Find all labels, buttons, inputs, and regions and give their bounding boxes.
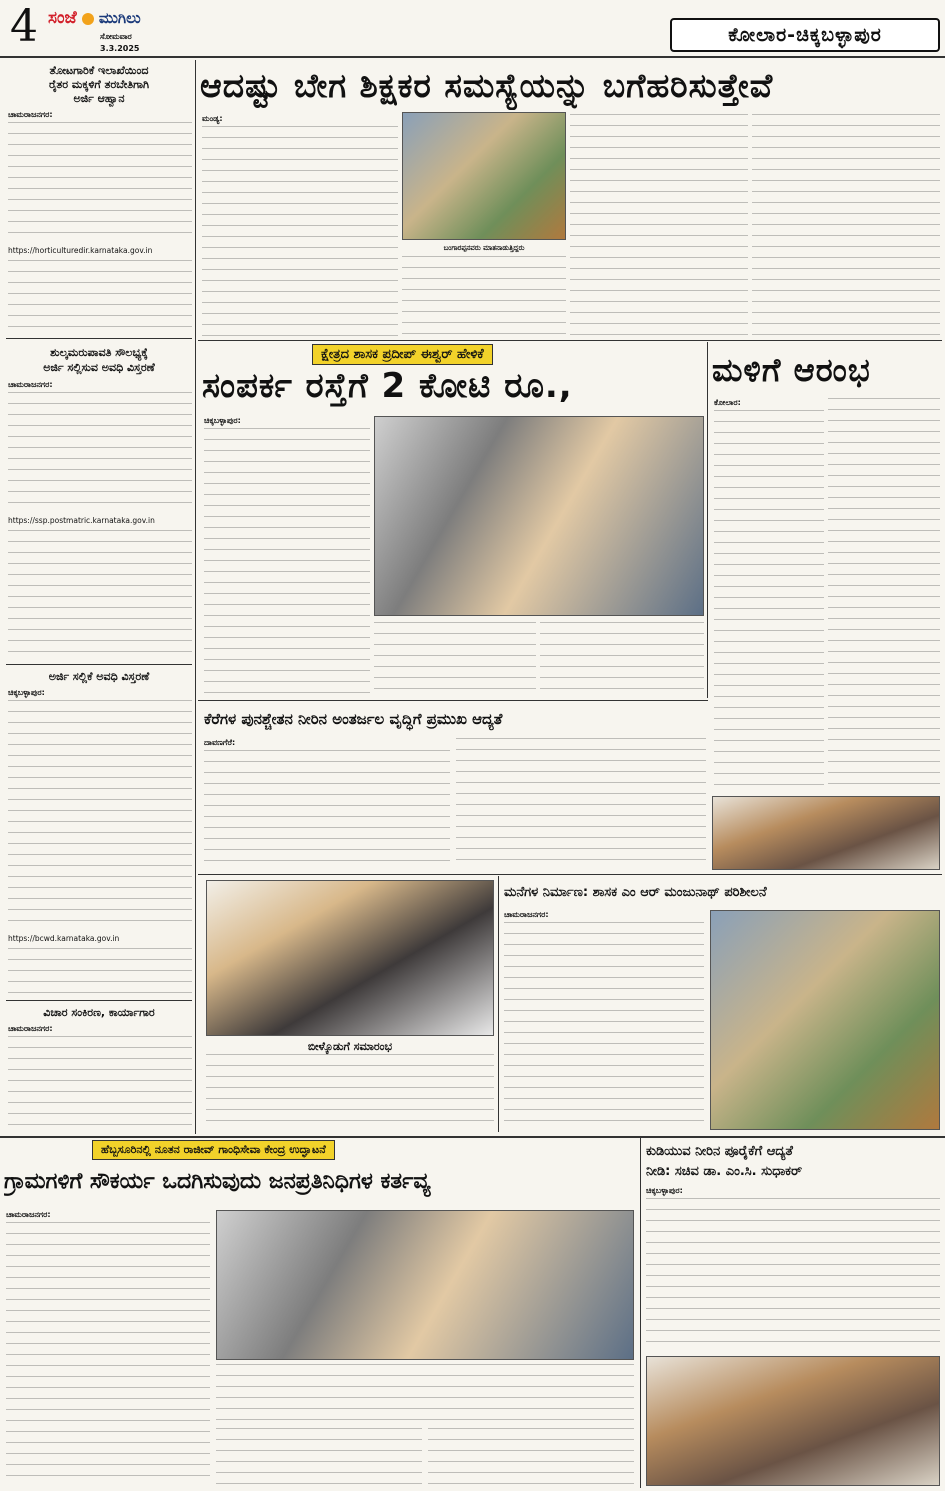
- houses-dateline: ಚಾಮರಾಜನಗರ:: [504, 910, 549, 919]
- sidebar-divider-3: [6, 1000, 192, 1001]
- sidebar: [2, 60, 196, 1134]
- road-body-col3: [540, 622, 704, 696]
- rain-body-col1: [714, 410, 824, 790]
- sidebar-item-1-headline-1: ತೋಟಗಾರಿಕೆ ಇಲಾಖೆಯಿಂದ: [49, 64, 149, 77]
- road-dateline: ಚಿಕ್ಕಬಳ್ಳಾಪುರ:: [204, 416, 241, 425]
- paper-name-part2: ಮುಗಿಲು: [98, 9, 141, 27]
- teachers-dateline: ಮಂಡ್ಯ:: [202, 114, 223, 123]
- sidebar-item-4-headline-1: ವಿಚಾರ ಸಂಕಿರಣ, ಕಾರ್ಯಾಗಾರ: [43, 1006, 155, 1019]
- sidebar-item-2-body-2: [8, 530, 192, 658]
- rain-headline: ಮಳಿಗೆ ಆರಂಭ: [712, 351, 871, 389]
- road-body-col2: [374, 622, 536, 696]
- teachers-body-col1: [202, 126, 398, 336]
- sidebar-item-3-body: [8, 700, 192, 930]
- farewell-title: ಬೀಳ್ಕೊಡುಗೆ ಸಮಾರಂಭ: [307, 1040, 393, 1053]
- sidebar-item-3-dateline: ಚಿಕ್ಕಬಳ್ಳಾಪುರ:: [8, 688, 45, 697]
- lakes-body-col1: [204, 750, 450, 866]
- sun-icon: [82, 13, 94, 25]
- sidebar-item-3-body-2: [8, 948, 192, 994]
- region-banner: [670, 18, 940, 52]
- villages-headline: ಗ್ರಾಮಗಳಿಗೆ ಸೌಕರ್ಯ ಒದಗಿಸುವುದು ಜನಪ್ರತಿನಿಧಿಗಳ ಕರ್ತವ್ಯ: [4, 1169, 431, 1194]
- sidebar-divider-1: [6, 338, 192, 339]
- teachers-divider: [198, 340, 942, 341]
- road-headline: ಸಂಪರ್ಕ ರಸ್ತೆಗೆ 2 ಕೋಟಿ ರೂ.,: [202, 366, 573, 406]
- sidebar-item-2-dateline: ಚಾಮರಾಜನಗರ:: [8, 380, 53, 389]
- sidebar-item-2-headline-2: ಅರ್ಜಿ ಸಲ್ಲಿಸುವ ಅವಧಿ ವಿಸ್ತರಣೆ: [43, 361, 155, 374]
- villages-body-col1: [6, 1222, 210, 1484]
- road-rain-divider: [707, 342, 708, 698]
- houses-body: [504, 922, 704, 1130]
- water-body: [646, 1198, 940, 1350]
- teachers-body-col4: [752, 114, 940, 336]
- sidebar-item-2-headline-1: ಶುಲ್ಕಮರುಪಾವತಿ ಸೌಲಭ್ಯಕ್ಕೆ: [50, 346, 148, 359]
- sidebar-divider-2: [6, 664, 192, 665]
- villages-body-col2: [216, 1428, 422, 1484]
- teachers-body-col3: [570, 114, 748, 336]
- farewell-caption: [206, 1054, 494, 1130]
- villages-body-col3: [428, 1428, 634, 1484]
- road-body-col1: [204, 428, 370, 696]
- teachers-photo-caption: ಬಂಗಾರಪ್ಪನವರು ಮಾತನಾಡುತ್ತಿದ್ದರು: [443, 244, 525, 252]
- paper-logo: [48, 8, 198, 32]
- sidebar-item-4-dateline: ಚಾಮರಾಜನಗರ:: [8, 1024, 53, 1033]
- rain-dateline: ಕೋಲಾರ:: [714, 398, 741, 407]
- page-number: 4: [10, 1, 38, 52]
- sidebar-item-1-headline-3: ಅರ್ಜಿ ಆಹ್ವಾನ: [73, 92, 125, 105]
- villages-water-divider: [640, 1138, 641, 1488]
- sidebar-item-1-body-2: [8, 260, 192, 330]
- lakes-headline: ಕೆರೆಗಳ ಪುನಶ್ಚೇತನ ನೀರಿನ ಅಂತರ್ಜಲ ವೃದ್ಧಿಗೆ ಪ್ರಮುಖ ಆದ್ಯತೆ: [204, 710, 503, 728]
- villages-dateline: ಚಾಮರಾಜನಗರ:: [6, 1210, 51, 1219]
- road-kicker: ಕ್ಷೇತ್ರದ ಶಾಸಕ ಪ್ರದೀಪ್ ಈಶ್ವರ್ ಹೇಳಿಕೆ: [312, 344, 493, 365]
- paper-name-part1: ಸಂಜೆ: [48, 8, 77, 28]
- lakes-divider-top: [198, 700, 708, 701]
- water-headline-2: ನೀಡಿ: ಸಚಿವ ಡಾ. ಎಂ.ಸಿ. ಸುಧಾಕರ್: [646, 1164, 803, 1179]
- water-photo: [646, 1356, 940, 1486]
- farewell-houses-divider: [498, 876, 499, 1132]
- sidebar-item-3-headline-1: ಅರ್ಜಿ ಸಲ್ಲಿಕೆ ಅವಧಿ ವಿಸ್ತರಣೆ: [48, 670, 150, 683]
- masthead-date: 3.3.2025: [100, 44, 140, 53]
- farewell-photo: [206, 880, 494, 1036]
- teachers-headline: ಆದಷ್ಟು ಬೇಗ ಶಿಕ್ಷಕರ ಸಮಸ್ಯೆಯನ್ನು ಬಗೆಹರಿಸುತ್ತೇವೆ: [200, 66, 774, 105]
- villages-photo-caption: [216, 1364, 634, 1424]
- sidebar-item-1-dateline: ಚಾಮರಾಜನಗರ:: [8, 110, 53, 119]
- sidebar-item-4-body: [8, 1036, 192, 1130]
- rain-body-col2: [828, 398, 940, 790]
- lakes-divider-bottom: [198, 874, 942, 875]
- villages-kicker: ಹೆಬ್ಬಸೂರಿನಲ್ಲಿ ನೂತನ ರಾಜೀವ್ ಗಾಂಧಿಸೇವಾ ಕೇಂದ್ರ ಉದ್ಘಾಟನೆ: [92, 1140, 335, 1160]
- road-photo: [374, 416, 704, 616]
- sidebar-item-1-headline-2: ರೈತರ ಮಕ್ಕಳಿಗೆ ತರಬೇತಿಗಾಗಿ: [48, 78, 149, 91]
- houses-headline: ಮನೆಗಳ ನಿರ್ಮಾಣ: ಶಾಸಕ ಎಂ ಆರ್ ಮಂಜುನಾಥ್ ಪರಿಶೀಲನೆ: [504, 885, 767, 900]
- sidebar-item-1-body: [8, 122, 192, 242]
- sidebar-item-2-body: [8, 392, 192, 512]
- rain-photo: [712, 796, 940, 870]
- masthead: [4, 2, 204, 56]
- lakes-body-col2: [456, 738, 706, 866]
- sidebar-item-3-url[interactable]: https://bcwd.karnataka.gov.in: [8, 934, 120, 943]
- sidebar-item-2-url[interactable]: https://ssp.postmatric.karnataka.gov.in: [8, 516, 155, 525]
- teachers-body-col2: [402, 256, 566, 336]
- region-banner-text: ಕೋಲಾರ-ಚಿಕ್ಕಬಳ್ಳಾಪುರ: [728, 24, 882, 46]
- water-dateline: ಚಿಕ್ಕಬಳ್ಳಾಪುರ:: [646, 1186, 683, 1195]
- bottom-divider: [0, 1136, 945, 1138]
- teachers-photo: [402, 112, 566, 240]
- lakes-dateline: ದಾವಣಗೆರೆ:: [204, 738, 236, 747]
- masthead-divider: [0, 56, 945, 58]
- villages-photo: [216, 1210, 634, 1360]
- houses-photo: [710, 910, 940, 1130]
- water-headline-1: ಕುಡಿಯುವ ನೀರಿನ ಪೂರೈಕೆಗೆ ಆದ್ಯತೆ: [646, 1144, 793, 1159]
- sidebar-item-1-url[interactable]: https://horticulturedir.karnataka.gov.in: [8, 246, 153, 255]
- masthead-day: ಸೋಮವಾರ: [100, 32, 132, 41]
